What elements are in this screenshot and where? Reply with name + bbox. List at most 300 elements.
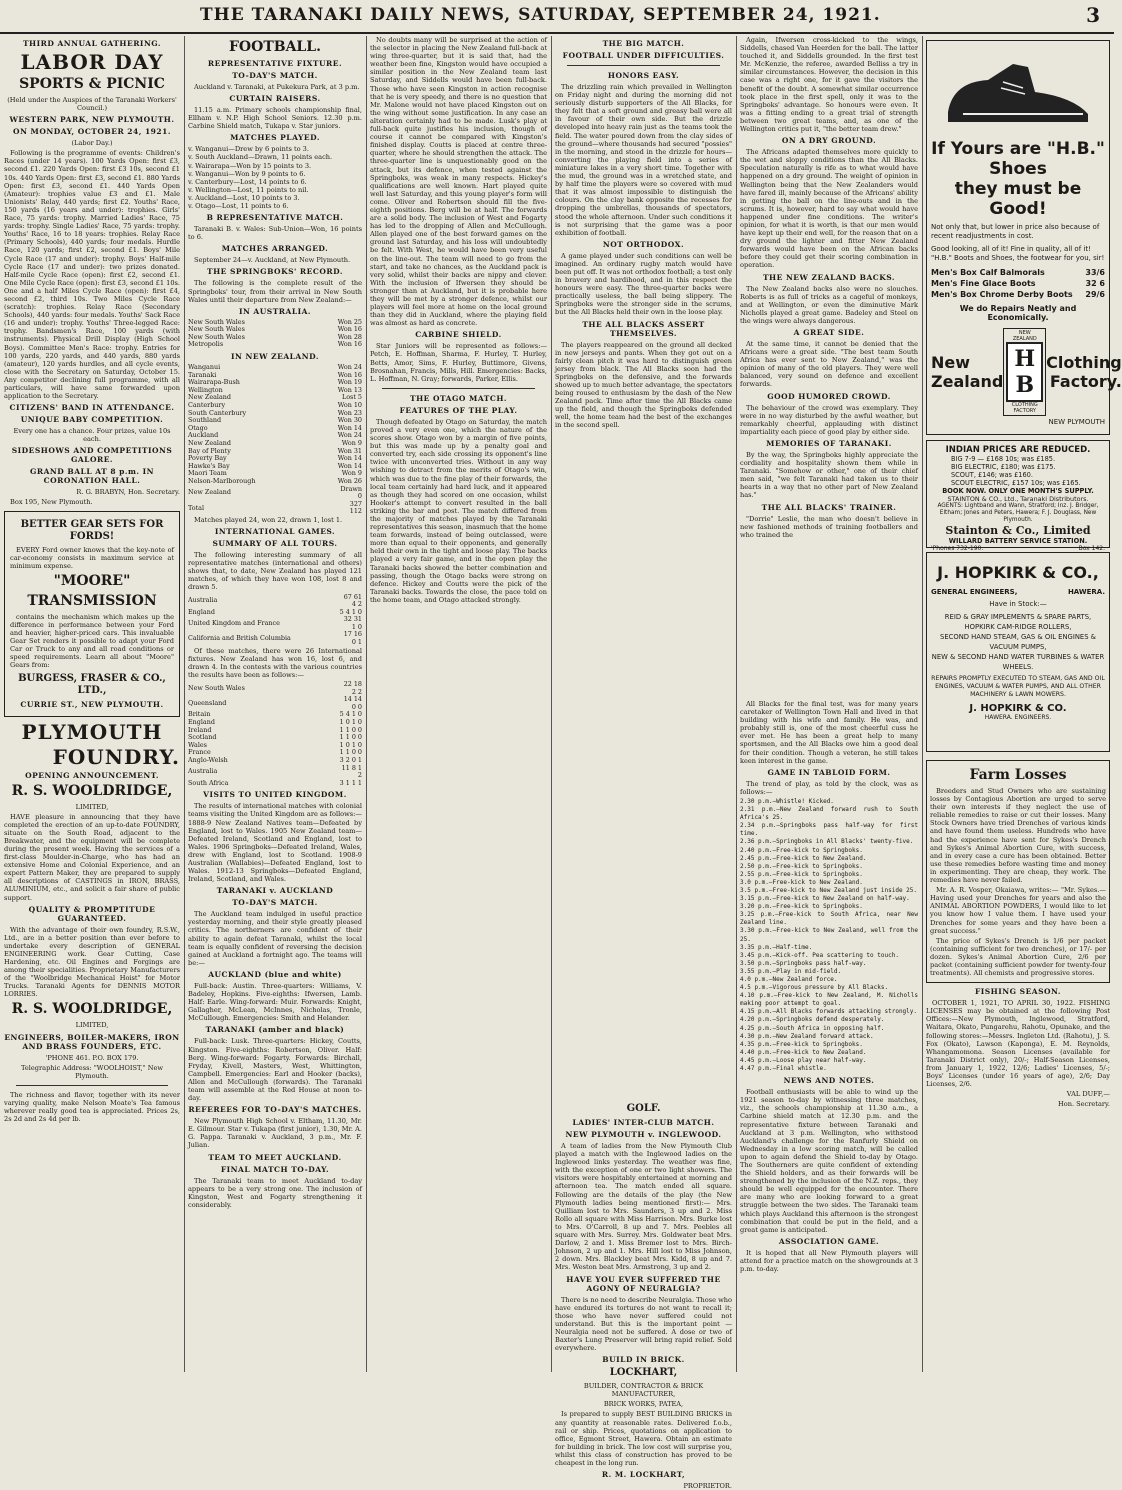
column-2 [188, 36, 362, 1372]
table-row [188, 616, 362, 631]
neuralgia-heading: HAVE YOU EVER SUFFERED THE AGONY OF NEURALGIA? [566, 1274, 721, 1293]
table-cell-team: Otago [188, 423, 208, 432]
table-cell-score: Won 16 [337, 370, 362, 379]
all-blacks-continued: All Blacks for the final test, was for many years caretaker of Wellington Town Hall and lived in that building with his wife and family. He was, and probably still is, one of the most cheerful cuss he ever met. He has been a great help to many sportsmen, and the All Blacks owe him a good deal for their condition. Though a veteran, he still takes keen interest in the game. [740, 700, 918, 765]
international-table [188, 594, 362, 647]
shoes-illustration [931, 45, 1105, 139]
timeline-entry: 2.36 p.m.—Springboks in All Blacks' twenty-five. [740, 838, 914, 846]
baby-competition-text: Every one has a chance. Four prizes, value 10s each. [13, 427, 171, 444]
carbine-shield-heading: CARBINE SHIELD. [415, 330, 502, 340]
labor-day-date: ON MONDAY, OCTOBER 24, 1921. [13, 127, 171, 137]
secretary-address: Box 195, New Plymouth. [10, 498, 93, 507]
hopkirk-city: HAWERA. [1067, 588, 1105, 596]
table-cell-team: England [188, 607, 215, 616]
sideshows-heading: SIDESHOWS AND COMPETITIONS GALORE. [11, 446, 173, 465]
association-text: It is hoped that all New Plymouth players will attend for a practice match on the showgrounds at 3 p.m. to-day. [740, 1248, 918, 1273]
total-value: 327 112 [349, 499, 362, 516]
table-cell-team: Maori Team [188, 469, 227, 478]
lockhart-name: LOCKHART, [609, 1367, 678, 1379]
match-played-item: v. Wanganui—Drew by 6 points to 3. [188, 145, 309, 154]
table-cell-score: 3 2 0 1 [339, 755, 362, 764]
trainer-text: "Dorrie" Leslie, the man who doesn't believe in new fashioned methods of training footballers and who trained the [740, 514, 918, 539]
divider [16, 1085, 168, 1086]
carbine-shield-text: Star Juniors will be represented as follows:—Petch, E. Hoffman, Sharma, F. Hurley, T. Hurley, Betts, Amor, Sims, F. Hurley, Buttimore, Givens, Brosnahan, Francis, Mills, Hill. Emergencies: Backs, L. Hoffman, N. Gray; forwards, Parker, Ellis. [370, 342, 547, 383]
table-cell-team: Hawke's Bay [188, 461, 230, 470]
wooldridge-telegraphic: Telegraphic Address: "WOOLHOIST," New Plymouth. [20, 1063, 164, 1080]
todays-match-text: Auckland v. Taranaki, at Pukekura Park, at 3 p.m. [194, 83, 360, 91]
table-cell-score: 17 16 0 1 [343, 630, 362, 647]
big-match-sub: FOOTBALL UNDER DIFFICULTIES. [562, 51, 725, 60]
wooldridge-text-2: With the advantage of their own foundry, R.S.W., Ltd., are in a better position than ever before to undertake every description of GENERAL ENGINEERING work. Gear Cutting, Case Hardening, etc. Oil Engines and Forgings are among their specialities. Proprietary Manufacturers of the "Woolbridge Mechanical Hoist" for Motor Trucks. Taranaki Agents for DENNIS MOTOR LORRIES. [4, 925, 180, 999]
table-cell-score: Won 13 [337, 385, 362, 394]
nzcf-clothing: Clothing [1046, 353, 1122, 372]
fishing-signature: VAL DUFF,— [1066, 1090, 1110, 1099]
golf-text: A team of ladies from the New Plymouth Club played a match with the Inglewood ladies on the Inglewood links yesterday. The weather was fine, with the exception of one or two light showers. The visitors were hospitably entertained at morning and afternoon tea. The match ended all square. Following are the details of the play (the New Plymouth ladies being mentioned first):— Mrs. Quilliam lost to Mrs. Saunders, 3 up and 2. Miss Rollo all square with Miss Harrison. Mrs. Burke lost to Mrs. O'Carroll, 8 up and 7. Mrs. Peebles all square with Mrs. Surrey. Mrs. Goldwater beat Mrs. Darlow, 2 and 1. Miss Bremer lost to Mrs. Birch-Johnson, 2 up and 1. Mrs. Hill lost to Miss Johnson, 2 down. Mrs. Blackley beat Mrs. Kidd, 8 up and 7. Mrs. Weston beat Mrs. Armstrong, 3 up and 2. [555, 1142, 732, 1272]
table-cell-score: 22 18 2 2 [343, 680, 362, 696]
transmission-text: contains the mechanism which makes up the difference in performance between your Ford and heavier, higher-priced cars. This invaluable Gear Set renders it possible to adapt your Ford Car or Truck to any and all road conditions or speed requirements. Learn all about "Moore" Gears from: [10, 612, 174, 670]
final-match-text: The Taranaki team to meet Auckland to-day appears to be a very strong one. The inclusion of Kingston, West and Fogarty strengthening it considerably. [188, 1176, 362, 1209]
column-6 [740, 700, 918, 1372]
band-heading: CITIZENS' BAND IN ATTENDANCE. [9, 403, 175, 413]
table-row [188, 609, 362, 617]
table-cell-team: Anglo-Welsh [188, 755, 228, 764]
lockhart-signature: R. M. LOCKHART, [601, 1470, 686, 1480]
timeline-entry: 2.45 p.m.—Free-kick to New Zealand. [740, 854, 867, 862]
shoe-icon [943, 52, 1093, 132]
labor-day-venue: WESTERN PARK, NEW PLYMOUTH. [9, 115, 175, 125]
willard-heading: WILLARD BATTERY SERVICE STATION. [948, 537, 1088, 545]
tea-advert: The richness and flavor, together with its never varying quality, make Nelson Moate's Tea famous wherever really good tea is appreciated. Prices 2s, 2s 2d and 2s 4d per lb. [4, 1090, 180, 1124]
taranaki-team-heading: TARANAKI (amber and black) [205, 1025, 345, 1035]
table-cell-score: Won 24 [337, 363, 362, 372]
nzcf-new: New [931, 353, 971, 372]
taranaki-team-text: Full-back: Lusk. Three-quarters: Hickey, Coutts, Kingston. Five-eighths: Robertson, Oliver. Half: Berg. Wing-forward: Fogarty. Forwards: Birchall, Fryday, Kivell, Masters, West, Whittington, Campbell. Emergencies: Earl and Hooker (backs), Allen and McCullough (forwards). The Taranaki team will assemble at the Red House at noon to-day. [188, 1037, 362, 1103]
shoe-price-row [931, 267, 1105, 278]
auckland-team-heading: AUCKLAND (blue and white) [208, 969, 342, 979]
matches-arranged-heading: MATCHES ARRANGED. [221, 244, 329, 254]
column-rule [551, 36, 552, 1372]
column-rule [922, 36, 923, 1372]
tour-summary: Matches played 24, won 22, drawn 1, lost 1. [194, 515, 343, 524]
table-cell-score: Drawn 0 [340, 484, 362, 501]
shoe-name: Men's Box Calf Balmorals [931, 268, 1045, 277]
table-cell-team: Wanganui [188, 363, 221, 372]
timeline-entry: 4.25 p.m.—South Africa in opposing half. [740, 1024, 885, 1032]
table-cell-score: Won 9 [341, 469, 362, 478]
curtain-raisers-heading: CURTAIN RAISERS. [229, 94, 321, 104]
wooldridge-name: R. S. WOOLDRIDGE, [11, 782, 173, 799]
otago-match-heading: THE OTAGO MATCH. [409, 393, 508, 403]
table-cell-score: Won 24 [337, 431, 362, 440]
table-cell-score: Won 16 [337, 340, 362, 349]
taranaki-auckland-text: The Auckland team indulged in useful practice yesterday morning, and their style greatly pleased critics. The northerners are confident of their ability to again defeat Taranaki, whilst the local team is equally confident of reversing the decision gained at Auckland a fortnight ago. The teams will be:— [188, 910, 362, 967]
table-cell-score: Won 23 [337, 408, 362, 417]
table-cell-team: United Kingdom and France [188, 619, 280, 628]
hopkirk-footer: HAWERA. ENGINEERS. [984, 714, 1052, 721]
table-cell-team: New Zealand [188, 393, 231, 402]
gear-sets-heading: BETTER GEAR SETS FOR FORDS! [20, 518, 164, 542]
farm-losses-letter: Mr. A. R. Vosper, Okaiawa, writes:— "Mr. Sykes.—Having used your Drenches for years and also the ANIMAL ABORTION POWDERS, I would like to let you know how I value them. I have used your Drenches for some years and they have been a great success." [930, 886, 1106, 935]
gear-sets-ad [4, 511, 180, 717]
b-rep-text: Taranaki B. v. Wales: Sub-Union—Won, 16 points to 6. [188, 225, 362, 242]
hopkirk-line: NEW & SECOND HAND WATER TURBINES & WATER WHEELS. [931, 653, 1105, 671]
timeline-entry: 4.47 p.m.—Final whistle. [740, 1065, 827, 1073]
table-cell-team: Queensland [188, 699, 227, 708]
wooldridge-limited-2: LIMITED, [75, 1021, 109, 1030]
wooldridge-name-2: R. S. WOOLDRIDGE, [11, 1001, 173, 1018]
farm-losses-heading: Farm Losses [969, 767, 1067, 783]
table-cell-score: Won 30 [337, 416, 362, 425]
table-cell-score: Won 10 [337, 401, 362, 410]
nzcf-logo-row [931, 328, 1122, 416]
table-row [188, 780, 362, 788]
plymouth-title: PLYMOUTH [21, 719, 163, 744]
table-cell-score: 14 14 0 0 [343, 695, 362, 711]
visits-text: The results of international matches with colonial teams visiting the United Kingdom are as follows:— 1888-9 New Zealand Natives team—Defeated by England, lost to Wales. 1905 New Zealand team—Defeated Ireland, Scotland and England, lost to Wales. 1906 Springboks—Defeated Ireland, Wales, drew with England, lost to Scotland. 1908-9 Australian (Wallabies)—Defeated England, lost to Wales. 1912-13 Springboks—Defeated England, Ireland, Scotland, and Wales. [188, 802, 362, 884]
honors-easy-heading: HONORS EASY. [607, 71, 680, 80]
table-row [188, 742, 362, 750]
football-heading: FOOTBALL. [228, 39, 321, 55]
table-cell-score: Won 9 [341, 439, 362, 447]
matches-played-heading: MATCHES PLAYED. [230, 133, 320, 143]
brick-heading: BUILD IN BRICK. [602, 1355, 685, 1365]
referees-text: New Plymouth High School v. Eltham, 11.30, Mr. E. Gilmour. Star v. Tukapa (first junior), 1.30, Mr. A. G. Pappa. Taranaki v. Auckland, 3 p.m., Mr. F. Julian. [188, 1117, 362, 1150]
country-results-table [188, 681, 362, 787]
table-row [188, 486, 362, 501]
table-cell-score: 3 1 1 1 [339, 778, 362, 787]
table-cell-score: Won 28 [337, 332, 362, 341]
nzcf-right [1046, 353, 1122, 391]
timeline-entry: 2.50 p.m.—Free-kick to Springboks. [740, 862, 863, 870]
international-heading: INTERNATIONAL GAMES. [214, 527, 336, 537]
shoe-price-row [931, 289, 1105, 300]
shoes-subtext: Not only that, but lower in price also because of recent readjustments in cost. [931, 223, 1100, 240]
timeline-entry: 2.34 p.m.—Springboks pass half-way for first time. [740, 822, 918, 838]
springboks-record-heading: THE SPRINGBOKS' RECORD. [207, 267, 343, 277]
table-cell-team: Britain [188, 710, 211, 719]
column-rule [366, 36, 367, 1372]
baby-competition-heading: UNIQUE BABY COMPETITION. [20, 415, 164, 425]
hopkirk-ad [926, 552, 1110, 752]
not-orthodox-heading: NOT ORTHODOX. [602, 239, 685, 249]
table-cell-team: England [188, 718, 215, 726]
table-cell-team: Scotland [188, 733, 217, 742]
masthead [0, 0, 1114, 34]
wooldridge-tagline: ENGINEERS, BOILER-MAKERS, IRON AND BRASS FOUNDERS, ETC. [4, 1032, 180, 1051]
stainton-name: Stainton & Co., Limited [945, 524, 1091, 537]
timeline-entry: 2.31 p.m.—New Zealand forward rush to South Africa's 25. [740, 806, 918, 822]
b-rep-heading: B REPRESENTATIVE MATCH. [206, 213, 344, 223]
column-rule [184, 36, 185, 1372]
neuralgia-text: There is no need to describe Neuralgia. Those who have endured its tortures do not want to recall it; those who have never suffered could not understand. But this is the important point — Neuralgia need not be suffered. A dose or two of Baxter's Lung Preserver will bring rapid relief. Sold everywhere. [555, 1295, 732, 1353]
timeline-entry: 2.40 p.m.—Free-kick to Springboks. [740, 846, 863, 854]
golf-sub-2: NEW PLYMOUTH v. INGLEWOOD. [565, 1130, 722, 1139]
total-row-table [188, 501, 362, 516]
total-label: Total [188, 503, 205, 512]
table-cell-score: 1 0 1 0 [339, 718, 362, 726]
shoe-name: Men's Fine Glace Boots [931, 279, 1036, 288]
shoe-price: 33/6 [1085, 268, 1105, 277]
fishing-heading: FISHING SEASON. [974, 987, 1062, 997]
willard-phone: 'Phones 732-190. [931, 545, 984, 552]
gear-sets-text: EVERY Ford owner knows that the key-note of car-economy consists in maximum service at minimum expense. [10, 545, 174, 570]
match-played-item: v. Auckland—Lost, 10 points to 3. [188, 193, 300, 202]
table-cell-team: France [188, 748, 211, 757]
table-cell-team: New South Wales [188, 317, 245, 326]
hopkirk-stock: Have in Stock:— [989, 600, 1047, 608]
timeline-entry: 3.25 p.m.—Free-kick to South Africa, near New Zealand line. [740, 911, 918, 927]
divider [567, 65, 720, 66]
indian-firm: STAINTON & CO., Ltd., Taranaki Distributors. [947, 495, 1089, 503]
table-cell-team: Australia [188, 767, 218, 776]
game-timeline [740, 798, 918, 1073]
hopkirk-line: SECOND HAND STEAM, GAS & OIL ENGINES & VACUUM PUMPS, [940, 633, 1096, 651]
table-cell-team: New South Wales [188, 683, 245, 692]
association-heading: ASSOCIATION GAME. [778, 1236, 880, 1246]
ball-heading: GRAND BALL AT 8 p.m. IN CORONATION HALL. [29, 467, 155, 486]
timeline-entry: 4.15 p.m.—All Blacks forwards attacking strongly. [740, 1008, 918, 1016]
indian-price-item: SCOUT ELECTRIC, £157 10s; was £165. [951, 479, 1081, 487]
taranaki-auckland-heading: TARANAKI v. AUCKLAND [216, 886, 334, 896]
nzcf-badge-top: NEW ZEALAND [1012, 330, 1037, 342]
timeline-entry: 3.50 p.m.—Springboks pass half-way. [740, 959, 867, 967]
big-match-text: The drizzling rain which prevailed in Wellington on Friday night and during the morning did not seriously disturb supporters of the All Blacks, for they felt that a soft ground and greasy ball were all in favour of their own side. But the drizzle developed into heavy rain just as the teams took the field. The water poured down from the clay sides of the ground—where thousands had secured "possies" in the morning, and stood in the drizzle for hours—converting the playing field into a series of miniature lakes in a very short time. Together with the mud, the ground was in a wretched state, and by half time the players were so covered with mud that it was almost impossible to distinguish the colours. On the clay bank opposite the recesses for dropping the umbrellas, thousands of spectators, stood the whole afternoon. Under such conditions it is not surprising that the game was a poor exhibition of football. [555, 83, 732, 237]
table-row [188, 719, 362, 727]
table-cell-score: Won 14 [337, 454, 362, 463]
shoe-price: 32 6 [1085, 279, 1105, 288]
summary-heading: SUMMARY OF ALL TOURS. [212, 539, 338, 549]
shoes-price-list [931, 267, 1105, 300]
todays-match-heading: TO-DAY'S MATCH. [232, 71, 318, 80]
indian-price-item: BIG 7-9 — £168 10s; was £185. [951, 455, 1056, 463]
new-zealand-heading: IN NEW ZEALAND. [231, 352, 319, 362]
news-notes-heading: NEWS AND NOTES. [783, 1076, 875, 1086]
table-cell-team: Metropolis [188, 340, 224, 349]
timeline-entry: 4.35 p.m.—Free-kick to Springboks. [740, 1040, 863, 1048]
table-cell-team: New Zealand [188, 439, 231, 447]
table-cell-team: California and British Columbia [188, 634, 291, 643]
match-played-item: v. South Auckland—Drawn, 11 points each. [188, 153, 333, 162]
table-cell-team: Bay of Plenty [188, 446, 231, 455]
nz-backs-text: The New Zealand backs also were no slouches. Roberts is as full of tricks as a cageful of monkeys, and at Wellington, or even the diminutive Mark Nicholls played a great game. Badeley and Steel on the wings were always dangerous. [740, 284, 918, 325]
indian-price-item: BIG ELECTRIC, £180; was £175. [951, 463, 1056, 471]
indian-price-list [951, 455, 1105, 487]
timeline-entry: 3.15 p.m.—Free-kick to New Zealand on half-way. [740, 895, 910, 903]
table-cell-score: 1 0 1 0 [339, 740, 362, 749]
tabloid-intro: The trend of play, as told by the clock, was as follows:— [740, 779, 918, 796]
table-row [188, 734, 362, 742]
wooldridge-phone: 'PHONE 461. P.O. BOX 179. [45, 1053, 139, 1062]
column-1 [4, 36, 180, 1372]
timeline-entry: 3.45 p.m.—Kick-off. Pea scattering to touch. [740, 951, 899, 959]
shoes-repairs: We do Repairs Neatly and Economically. [959, 304, 1077, 322]
table-cell-score: 67 61 4 2 [343, 592, 362, 609]
timeline-entry: 4.20 p.m.—Springboks defend desperately. [740, 1016, 885, 1024]
shoe-price-row [931, 278, 1105, 289]
hopkirk-line: HOPKIRK CAM-RIDGE ROLLERS, [964, 623, 1072, 631]
timeline-entry: 4.30 p.m.—New Zealand forward attack. [740, 1032, 874, 1040]
table-cell-team: Taranaki [188, 370, 217, 379]
masthead-title: THE TARANAKI DAILY NEWS, SATURDAY, SEPTEMBER 24, 1921. [200, 5, 881, 25]
nz-backs-heading: THE NEW ZEALAND BACKS. [762, 272, 896, 282]
lockhart-sub: BUILDER, CONTRACTOR & BRICK MANUFACTURER, [583, 1382, 704, 1399]
match-played-item: v. Otago—Lost, 11 points to 6. [188, 202, 289, 211]
auckland-team-text: Full-back: Austin. Three-quarters: Williams, V. Badeley, Hopkins. Five-eighths: Ifwersen, Lamb. Half: Earle. Wing-forward: Muir. Forwards: Knight, Gallagher, McLean, McInnes, Nicholas, Tronle, McCullough. Emergencies: Smith and Helander. [188, 981, 362, 1023]
table-cell-team: Australia [188, 596, 218, 605]
wooldridge-text: HAVE pleasure in announcing that they have completed the erection of an up-to-date FOUNDRY, situate on the South Road, adjacent to the Breakwater, and the equipment will be complete during the present week. Having the services of a first-class Moulder-in-Charge, who has had an extensive Home and Colonial Experience, and an expert Pattern Maker, they are prepared to supply all descriptions of CASTINGS in IRON, BRASS, ALUMINIUM, etc., and solicit a fair share of public support. [4, 812, 180, 902]
match-continued-text: Again, Ifwersen cross-kicked to the wings, Siddells, chased Van Heerden for the ball. The latter touched it, and Siddells grounded. In the first test Mr. McKenzie, the referee, awarded Belliss a try in similar circumstances. However, the decision in this case was a right one, for it gave the visitors the benefit of the doubt. A somewhat similar occurrence took place in the first spell, only it was to the Springboks' advantage. So honours were even. It was a fitting ending to a great trial of strength between two great teams, and, as one of the Wellington critics put it, "the better team drew." [740, 36, 918, 134]
farm-losses-price: The price of Sykes's Drench is 1/6 per packet (containing sufficient for two drenches), or 17/- per dozen. Sykes's Animal Abortion Cure, 2/6 per packet (containing sufficient powder for twenty-four treatments). All chemists and progressive stores. [930, 936, 1106, 978]
match-played-item: v. Wairarapa—Won by 15 points to 3. [188, 161, 312, 170]
shoe-price: 29/6 [1085, 290, 1105, 299]
timeline-entry: 2.55 p.m.—Free-kick to Springboks. [740, 870, 863, 878]
great-side-heading: A GREAT SIDE. [793, 328, 865, 337]
secretary-signature: R. G. BRABYN, Hon. Secretary. [76, 488, 180, 497]
burgess-fraser-address: CURRIE ST., NEW PLYMOUTH. [20, 699, 164, 709]
selection-article: No doubts many will be surprised at the action of the selector in placing the New Zealand full-back at wing three-quarter, but it is said that, had the weather been fine, Kingston would have occupied a similar position in the New Zealand team last Saturday, and Siddells would have been full-back. Those who have seen Kingston in action recognise that he is very speedy, and there is no question that Mr. Malone would not have placed Kingston out on the wing without some justification. In any case an alteration certainly had to be made. Lusk's play at full-back quite justifies his inclusion, though of course it cannot be compared with Kingston's finished display. Coutts is placed at centre three-quarter, where he should strengthen the attack. The three-quarter line is unquestionably good on the attack, but its defence, when tested against the Springboks, was weak in many respects. Hickey's qualifications are well known. Hart played quite well last Saturday, and this young player's form will come. Oliver and Robertson should fill the five-eighth positions. Berg will be at half. The forwards are a solid body. The inclusion of West and Fogarty has led to the dropping of Allen and McCullough. Allen played one of the best forward games on the ground last Saturday, and his loss will undoubtedly be felt. With West, he would have been very useful on the line-out. The team will need to go from the start, and take no chances, as the Auckland pack is very solid, whilst their backs are nippy and clever. With the inclusion of Ifwersen they should be stronger than at Auckland, but it is probable here they will be met by a stronger defence, whilst our players will feel more at home on the local ground than they did in Auckland, where the playing field was almost as hard as concrete. [370, 36, 547, 328]
nzcf-city: NEW PLYMOUTH [1048, 418, 1105, 426]
all-blacks-heading: THE ALL BLACKS ASSERT THEMSELVES. [582, 319, 705, 338]
column-rule [736, 36, 737, 1372]
big-match-heading: THE BIG MATCH. [602, 39, 685, 48]
labor-day-programme: Following is the programme of events: Children's Races (under 14 years). 100 Yards Open: first £3, second £1. 220 Yards Open: first £3 10s, second £1 10s. 440 Yards Open: first £3, second £1. 880 Yards Open: first £3, second £1. 440 Yards Open (Amateur): trophies value £3 and £1. Male Unionists' Relay, 440 yards; first £2. Youths' Race, 150 yards (16 years and under): trophies. Girls' Race, 75 yards: trophy. Married Ladies' Race, 75 yards: trophy. Single Ladies' Race, 75 yards: trophy. Youths' Race, 16 to 18 years: trophies. Relay Race (Primary Schools), 440 yards; four medals. Hurdle Race, 120 yards; first £2, second £1. Boys' Mile Cycle Race (17 and under): trophy. Boys' Half-mile Cycle Race (17 and under): two prizes donated. Half-mile Cycle Race (open): first £2, second £1. One Mile Cycle Race (open): first £3, second £1 10s. One and a half Miles Cycle Race (open): first £4, second £2, third 10s. Two Miles Cycle Race (scratch): trophies. Relay Race (Secondary Schools), 440 yards: four medals. Youths' Sack Race (16 and under): trophy. Youths' Three-legged Race: trophy. Bandsmen's Race, 100 yards (with instruments). Physical Drill Display (High School Boys). Committee Men's Race: trophy. Entries for 100 yards, 220 yards, and 440 yards, 880 yards (amateur), 120 yards hurdles, and all cycle events, close with the Secretary on Saturday, October 15. Any competitor declining full programme, with all particulars, will have same forwarded upon application to the Secretary. [4, 149, 180, 401]
hopkirk-lines [931, 612, 1105, 672]
trainer-heading: THE ALL BLACKS' TRAINER. [761, 502, 897, 512]
table-cell-score: Won 25 [337, 317, 362, 326]
timeline-entry: 2.30 p.m.—Whistle! Kicked. [740, 797, 834, 805]
australia-heading: IN AUSTRALIA. [238, 306, 312, 316]
table-row [188, 417, 362, 425]
table-cell-team: New South Wales [188, 325, 245, 334]
table-cell-team: Nelson-Marlborough [188, 476, 256, 485]
opening-announcement: OPENING ANNOUNCEMENT. [25, 770, 159, 780]
team-heading: TEAM TO MEET AUCKLAND. [208, 1152, 342, 1162]
hopkirk-subline [931, 588, 1105, 596]
not-orthodox-text: A game played under such conditions can well be imagined. An ordinary rugby match would have been put off. It was not orthodox football; a test only in bravery and hardihood, and in this respect the honours were easy. The three-quarter backs were practically useless, the ball being slippery. The Springboks were the stronger side in the scrums, but the All Blacks held their own in the loose play. [555, 251, 732, 317]
table-cell-team: Wales [188, 740, 207, 749]
timeline-entry: 3.20 p.m.—Free-kick to Springboks. [740, 903, 863, 911]
australia-results-table [188, 319, 362, 349]
shoe-name: Men's Box Chrome Derby Boots [931, 290, 1073, 299]
table-cell-score: Won 19 [337, 378, 362, 387]
timeline-entry: 4.40 p.m.—Free-kick to New Zealand. [740, 1048, 867, 1056]
international-text: The following interesting summary of all representative matches (international and others) shows that, to date, New Zealand has played 121 matches, of which they have won 108, lost 8 and drawn 5. [188, 551, 362, 592]
golf-column [555, 1100, 732, 1490]
curtain-raisers-text: 11.15 a.m. Primary schools championship final, Ellham v. N.P. High School Seniors. 12.30 p.m. Carbine Shield match, Tukapa v. Star juniors. [188, 106, 362, 131]
lockhart-text: Is prepared to supply BEST BUILDING BRICKS in any quantity at reasonable rates. Delivered f.o.b., rail or ship. Prices, quotations on application to office, Egmont Street, Hawera. Obtain an estimate for building in brick. The low cost will surprise you, whilst this class of construction has proved to be cheapest in the long run. [555, 1410, 732, 1467]
news-notes-text: Football enthusiasts will be able to wind up the 1921 season to-day by witnessing three matches, viz., the schools championship at 11.30 a.m., a Carbine shield match at 12.30 p.m. and the representative fixture between Taranaki and Auckland at 3 p.m. Wellington, who withstood Auckland's challenge for the Ranfurly Shield on Wednesday in a low scoring match, will be called upon to again defend the Shield to-day by Otago. The Southerners are quite confident of extending the Shield holders, and as their forwards will be strengthened by the inclusion of the N.Z. reps., they should be well equipped for the encounter. There are many who are looking forward to a great struggle between the two sides. The Taranaki team which plays Auckland this afternoon is the strongest combination that could be put in the field, and a great game is anticipated. [740, 1088, 918, 1234]
wooldridge-limited: LIMITED, [75, 802, 109, 811]
foundry-title: FOUNDRY. [52, 744, 180, 769]
hopkirk-signature: J. HOPKIRK & CO. [969, 703, 1067, 714]
table-cell-team: Southland [188, 416, 222, 425]
final-match-heading: FINAL MATCH TO-DAY. [220, 1164, 330, 1174]
table-cell-score: 5 4 1 0 [339, 710, 362, 719]
matches-arranged-text: September 24—v. Auckland, at New Plymouth. [194, 256, 351, 265]
shoes-headline-2: they must be Good! [954, 179, 1082, 219]
table-cell-score: Won 16 [337, 325, 362, 334]
tabloid-heading: GAME IN TABLOID FORM. [767, 767, 891, 777]
indian-motorcycles-ad [926, 440, 1110, 552]
timeline-entry: 3.0 p.m.—Free-kick to New Zealand. [740, 878, 863, 886]
memories-text: By the way, the Springboks highly appreciate the cordiality and hospitality shown them while in Taranaki. "Somehow or other," one of their chief men said, "we felt Taranaki had taken us to their hearts in a way that no other part of New Zealand has." [740, 450, 918, 500]
lockhart-sub-2: BRICK WORKS, PATEA, [603, 1400, 684, 1409]
hopkirk-title: J. HOPKIRK & CO., [937, 563, 1099, 582]
indian-price-item: SCOUT, £146; was £160. [951, 471, 1033, 479]
table-cell-score: 1 1 0 0 [339, 725, 362, 734]
hopkirk-repairs: REPAIRS PROMPTLY EXECUTED TO STEAM, GAS AND OIL ENGINES, VACUUM & WATER PUMPS, AND ALL OTHER MACHINERY & LAWN MOWERS. [931, 675, 1105, 698]
golf-sub: LADIES' INTER-CLUB MATCH. [572, 1118, 715, 1127]
features-heading: FEATURES OF THE PLAY. [399, 405, 518, 415]
hopkirk-line: REID & GRAY IMPLEMENTS & SPARE PARTS, [944, 613, 1092, 621]
international-text-2: Of these matches, there were 26 International fixtures. New Zealand has won 16, lost 6, and drawn 4. In the contests with the various countries the results have been as follows:— [188, 646, 362, 679]
table-row [188, 765, 362, 780]
springboks-record-text: The following is the complete result of the Springboks' tour, from their arrival in New South Wales until their departure from New Zealand:— [188, 279, 362, 304]
labor-day-kicker: THIRD ANNUAL GATHERING. [22, 39, 162, 48]
table-cell-team: Ireland [188, 725, 212, 734]
nzcf-badge-bottom: CLOTHING FACTORY [1011, 402, 1038, 414]
willard-box: Box 142. [1078, 545, 1105, 552]
table-cell-team: Wairarapa-Bush [188, 378, 240, 387]
timeline-entry: 3.30 p.m.—Free-kick to New Zealand, well from the 25. [740, 927, 918, 943]
otago-match-text: Though defeated by Otago on Saturday, the match proved a very even one, which the nature of the scores show. Otago won by a margin of five points, but this was made up by a penalty goal and converted try, each side crossing its opponent's line twice with unconverted tries. Without in any way wishing to detract from the merits of Otago's win, which was due to the fine play of their forwards, the local team certainly had hard luck, and it appeared as though they had scored on one occasion, whilst Hooker's attempt to convert resulted in the ball striking the bar and post. The match differed from the majority of matches played by the Taranaki representatives this season, inasmuch that the home team forwards, instead of being outclassed, were more than equal to their opponents, and generally held their own in the tight and loose play. The backs played a very fair game, and in the open play the Taranaki backs showed the better combination and passing, though the Otago backs were strong on defence. Hickey and Coutts were the pick of the Taranaki backs. Towards the close, the pace told on the home team, and Otago attacked strongly. [370, 417, 547, 604]
table-row [188, 681, 362, 696]
hb-shoes-ad [926, 40, 1122, 435]
timeline-entry: 4.5 p.m.—Vigorous pressure by All Blacks. [740, 984, 889, 992]
burgess-fraser-name: BURGESS, FRASER & CO., LTD., [18, 672, 166, 696]
taranaki-auckland-sub: TO-DAY'S MATCH. [232, 898, 318, 908]
table-row [188, 631, 362, 646]
moore-title: "MOORE" [53, 572, 131, 589]
timeline-entry: 3.35 p.m.—Half-time. [740, 943, 813, 951]
timeline-entry: 4.10 p.m.—Free-kick to New Zealand, M. Nicholls making poor attempt to goal. [740, 992, 918, 1008]
match-played-item: v. Canterbury—Lost, 14 points to 6. [188, 177, 307, 186]
table-cell-score: 5 4 1 0 [339, 607, 362, 616]
table-cell-team: New South Wales [188, 332, 245, 341]
new-zealand-results-table [188, 364, 362, 501]
table-cell-score: 1 1 0 0 [339, 748, 362, 757]
match-played-item: v. Wanganui—Won by 9 points to 6. [188, 169, 306, 178]
dry-ground-heading: ON A DRY GROUND. [781, 136, 877, 146]
fishing-text: OCTOBER 1, 1921, TO APRIL 30, 1922. FISHING LICENSES may be obtained at the following Post Offices:—New Plymouth, Inglewood, Stratford, Waitara, Okato, Pungarehu, Rahotu, Opunake, and the following stores:—Messrs. Ingleton Ltd. (Rahotu), J. S. Fox (Okato), Lawson (Kaponga), E. M. Reynolds, Whangamomona. Season Licenses (available for Taranaki District only), 20/-; Half-Season Licenses, from January 1, 1922, 12/6; Ladies' Licenses, 5/-; Boys' Licenses (under 16 years of age), 2/6; Day Licenses, 2/6. [926, 999, 1110, 1089]
labor-day-subtitle: (Held under the Auspices of the Taranaki Workers' Council.) [7, 96, 177, 113]
timeline-entry: 4.0 p.m.—New Zealand force. [740, 976, 838, 983]
table-cell-score: Won 14 [337, 461, 362, 470]
table-row [188, 594, 362, 609]
table-cell-team: Wellington [188, 385, 223, 394]
hopkirk-sub: GENERAL ENGINEERS, [931, 588, 1018, 596]
nzcf-left [931, 353, 1003, 391]
nzcf-badge [1003, 328, 1046, 416]
crowd-text: The behaviour of the crowd was exemplary. They were in no way disturbed by the awful weather, but remarkably cheerful, applauding with distinct impartiality each piece of good play by either side. [740, 403, 918, 436]
page-number: 3 [1086, 3, 1100, 27]
farm-losses-ad [926, 760, 1110, 983]
timeline-entry: 3.5 p.m.—Free-kick to New Zealand just inside 25. [740, 886, 918, 894]
lockhart-proprietor: PROPRIETOR. [683, 1482, 732, 1490]
great-side-text: At the same time, it cannot be denied that the Africans were a great side. "The best team South Africa has ever sent to New Zealand," was the opinion of many of the old players. They were well balanced, very sound on defence and excellent forwards. [740, 340, 918, 389]
shoes-headline-1: If Yours are "H.B." Shoes [931, 139, 1105, 179]
indian-heading: INDIAN PRICES ARE REDUCED. [945, 445, 1091, 455]
timeline-entry: 3.55 p.m.—Play in mid-field. [740, 967, 842, 975]
table-cell-team: New Zealand [188, 488, 231, 497]
timeline-entry: 4.45 p.m.—Loose play near half-way. [740, 1056, 867, 1064]
visits-heading: VISITS TO UNITED KINGDOM. [203, 790, 347, 800]
table-cell-score: 1 1 0 0 [339, 733, 362, 742]
table-cell-score: Lost 5 [341, 393, 362, 402]
referees-heading: REFEREES FOR TO-DAY'S MATCHES. [188, 1105, 362, 1115]
match-played-item: v. Wellington—Lost, 11 points to nil. [188, 185, 309, 194]
indian-agents: AGENTS: Lightband and Wann, Stratford; Inz. J. Bridger, Eltham; Jones and Peters, Hawera; F. J. Douglass, New Plymouth. [937, 503, 1099, 523]
